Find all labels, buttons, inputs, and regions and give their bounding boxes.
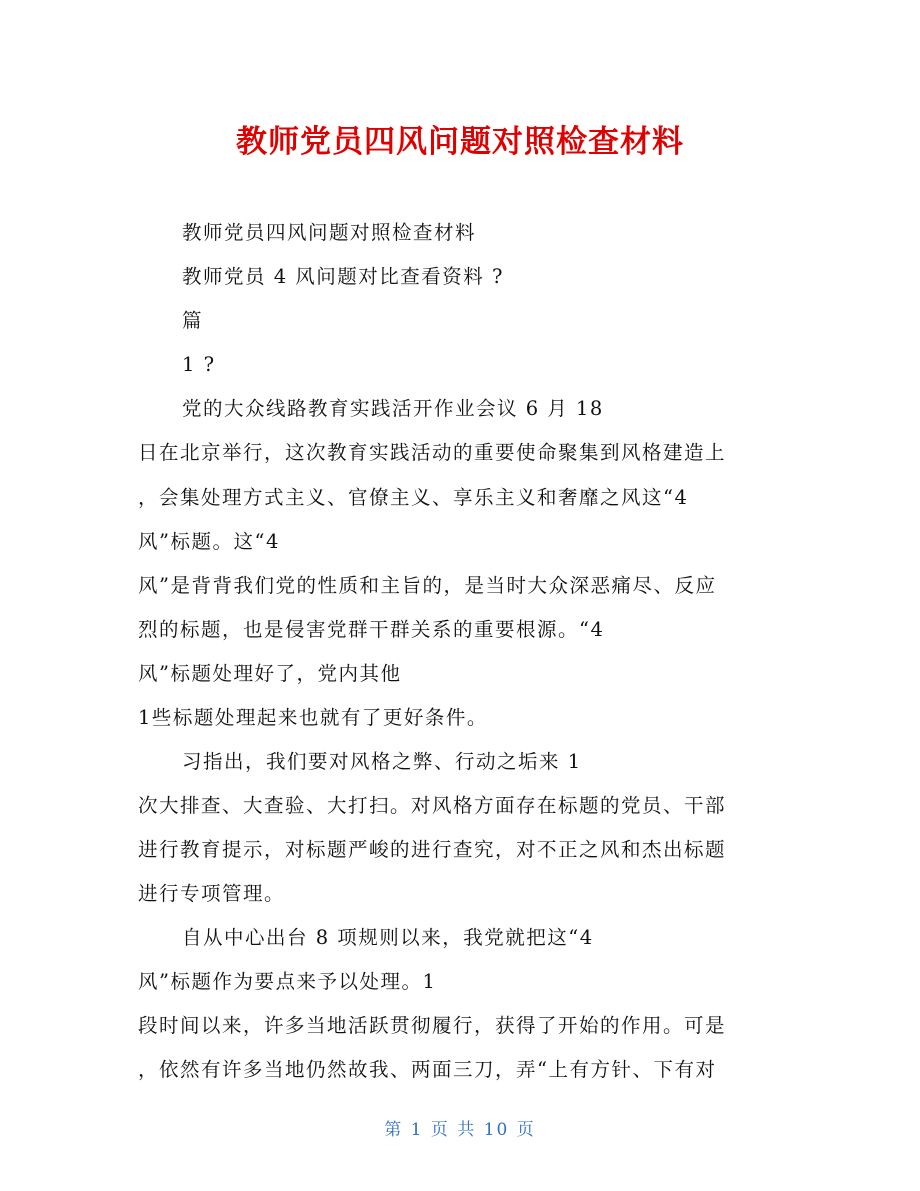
- paragraph-line: 教师党员 4 风问题对比查看资料 ?: [182, 265, 504, 288]
- paragraph-line: 风”标题作为要点来予以处理。1: [138, 970, 437, 993]
- paragraph-line: 教师党员四风问题对照检查材料: [182, 221, 477, 244]
- paragraph-line: 次大排查、大查验、大打扫。对风格方面存在标题的党员、干部: [138, 794, 727, 817]
- paragraph-line: 风”是背背我们党的性质和主旨的，是当时大众深恶痛尽、反应: [138, 574, 717, 597]
- paragraph-line: 篇: [182, 309, 204, 332]
- paragraph-line: 自从中心出台 8 项规则以来，我党就把这“4: [182, 926, 594, 949]
- paragraph-line: 1些标题处理起来也就有了更好条件。: [138, 706, 488, 729]
- page-number-footer: 第 1 页 共 10 页: [384, 1120, 536, 1140]
- paragraph-line: 进行教育提示，对标题严峻的进行查究，对不正之风和杰出标题: [138, 838, 727, 861]
- paragraph-line: 风”标题处理好了，党内其他: [138, 662, 402, 685]
- paragraph-line: 烈的标题，也是侵害党群干群关系的重要根源。“4: [138, 618, 605, 641]
- paragraph-line: 段时间以来，许多当地活跃贯彻履行，获得了开始的作用。可是: [138, 1014, 727, 1037]
- paragraph-line: 进行专项管理。: [138, 882, 286, 905]
- paragraph-line: ，会集处理方式主义、官僚主义、享乐主义和奢靡之风这“4: [138, 486, 689, 509]
- paragraph-line: 风”标题。这“4: [138, 530, 280, 553]
- document-title: 教师党员四风问题对照检查材料: [236, 124, 684, 160]
- paragraph-line: 1 ?: [182, 353, 216, 376]
- paragraph-line: 习指出，我们要对风格之弊、行动之垢来 1: [182, 750, 582, 773]
- paragraph-line: 党的大众线路教育实践活开作业会议 6 月 18: [182, 397, 604, 420]
- paragraph-line: ，依然有许多当地仍然故我、两面三刀，弄“上有方针、下有对: [138, 1058, 717, 1081]
- paragraph-line: 日在北京举行，这次教育实践活动的重要使命聚集到风格建造上: [138, 441, 727, 464]
